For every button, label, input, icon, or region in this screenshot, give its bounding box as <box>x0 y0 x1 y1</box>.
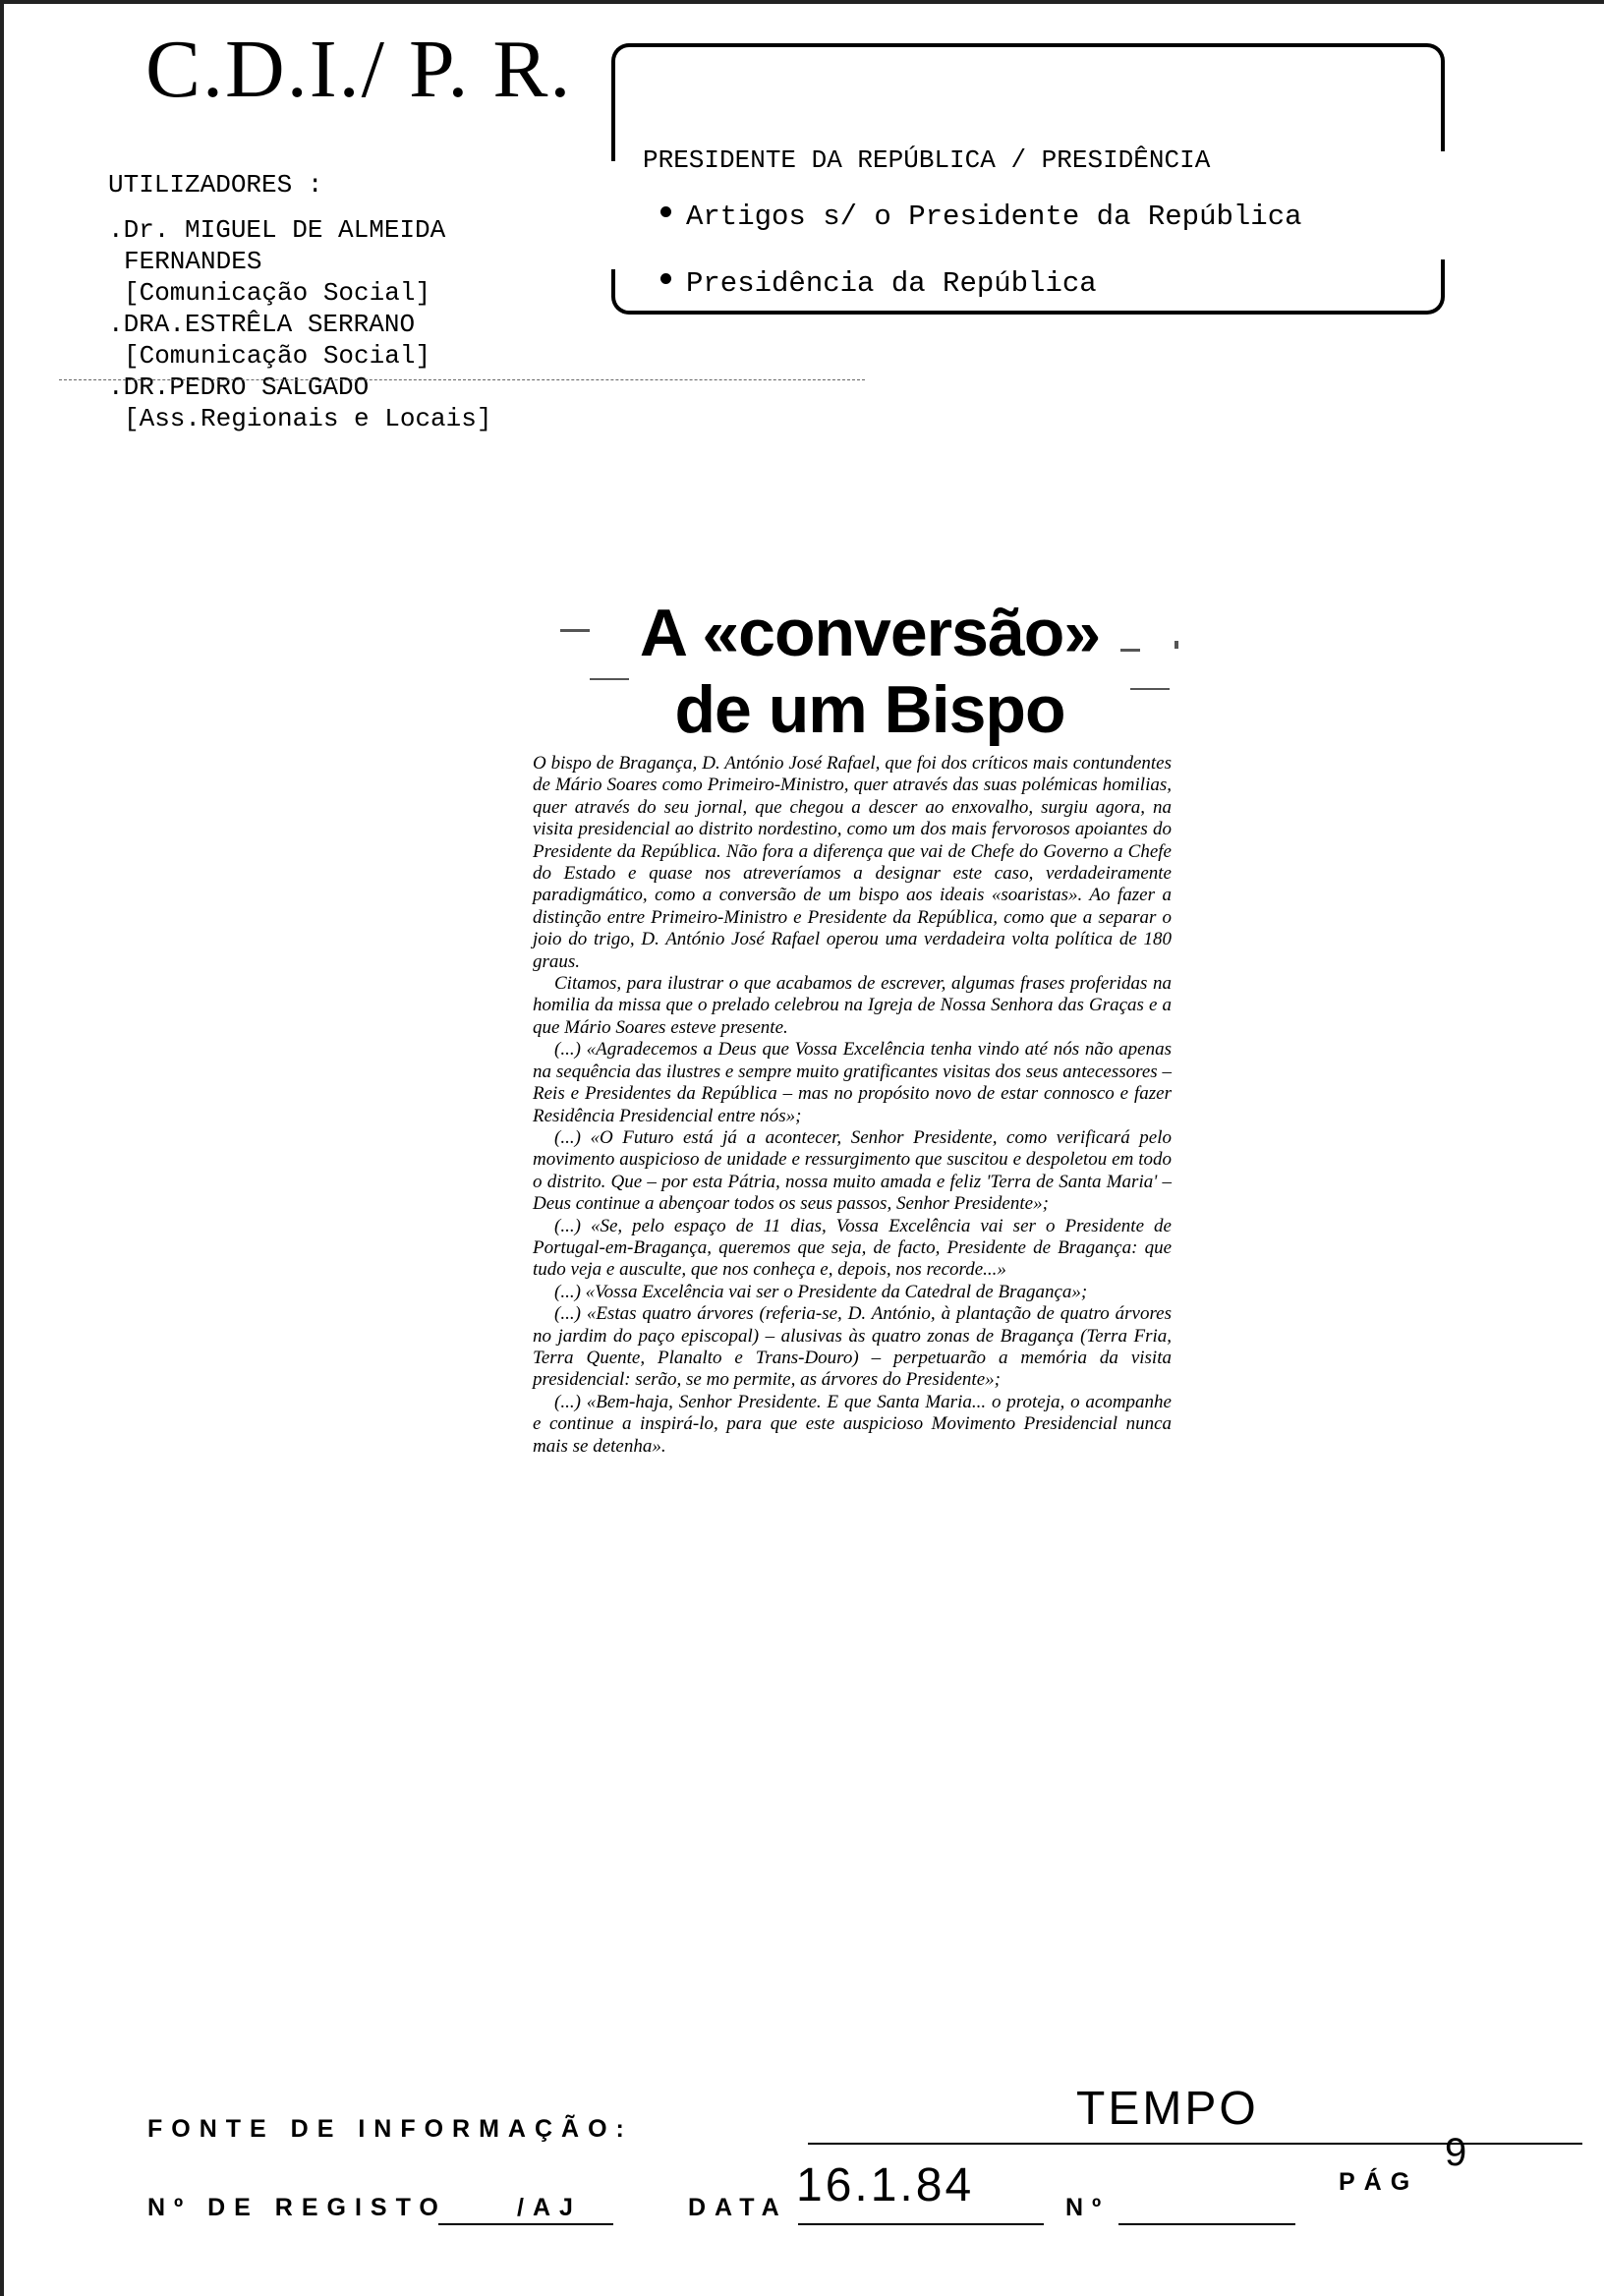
article-paragraph: (...) «Agradecemos a Deus que Vossa Excelência tenha vindo até nós não apenas na sequência das ilustres e sempre muito gratificantes visitas dos seus antecessores – Reis e Presidentes da República – mas no propósito novo de estar connosco e fazer Residência Presidencial entre nós»; <box>533 1039 1172 1126</box>
user-line: .DR.PEDRO SALGADO <box>108 373 370 402</box>
article-paragraph: (...) «Estas quatro árvores (referia-se, D. António, à plantação de quatro árvores no jardim do paço episcopal) – alusivas às quatro zonas de Bragança (Terra Fria, Terra Quente, Planalto e Trans-Douro) – perpetuarão a memória da visita presidencial: serão, se mo permite, as árvores do Presidente»; <box>533 1303 1172 1391</box>
register-label: Nº DE REGISTO <box>147 2194 447 2221</box>
bullet-icon <box>660 273 671 284</box>
date-underline <box>798 2223 1044 2225</box>
article-paragraph: Citamos, para ilustrar o que acabamos de escrever, algumas frases proferidas na homilia da missa que o prelado celebrou na Igreja de Nossa Senhora das Graças e a que Mário Soares esteve presente. <box>533 973 1172 1038</box>
divider-line <box>59 379 865 380</box>
article-paragraph: (...) «Bem-haja, Senhor Presidente. E que Santa Maria... o proteja, o acompanhe e continue a inspirá-lo, para que este auspicioso Movimento Presidencial nunca mais se detenha». <box>533 1391 1172 1457</box>
register-underline <box>438 2223 613 2225</box>
user-line: .Dr. MIGUEL DE ALMEIDA <box>108 215 446 245</box>
users-heading: UTILIZADORES : <box>108 170 323 200</box>
organization-title: C.D.I./ P. R. <box>145 24 573 115</box>
date-value: 16.1.84 <box>796 2159 975 2211</box>
article-body <box>533 753 1172 1458</box>
date-label: DATA <box>688 2194 788 2221</box>
article-headline <box>550 595 1189 748</box>
page-value: 9 <box>1445 2131 1470 2174</box>
topic-title: PRESIDENTE DA REPÚBLICA / PRESIDÊNCIA <box>643 145 1211 175</box>
page-top-border <box>0 0 1604 4</box>
article-paragraph: (...) «Vossa Excelência vai ser o Presidente da Catedral de Bragança»; <box>554 1281 1088 1302</box>
user-line: FERNANDES <box>124 247 262 276</box>
article-paragraph: O bispo de Bragança, D. António José Rafael, que foi dos críticos mais contundentes de Mário Soares como Primeiro-Ministro, quer através das suas polémicas homilias, quer através do seu jornal, que chegou a descer ao enxovalho, surgiu agora, na visita presidencial ao distrito nordestino, como um dos mais fervorosos apoiantes do Presidente da República. Não fora a diferença que vai de Chefe do Governo a Chefe do Estado e quase nos atreveríamos a designar este caso, verdadeiramente paradigmático, como a conversão de um bispo aos ideais «soaristas». Ao fazer a distinção entre Primeiro-Ministro e Presidente da República, como que a separar o joio do trigo, D. António José Rafael operou uma verdadeira volta política de 180 graus. <box>533 753 1172 972</box>
user-line: [Ass.Regionais e Locais] <box>124 404 492 433</box>
number-underline <box>1118 2223 1295 2225</box>
user-line: [Comunicação Social] <box>124 278 431 308</box>
topic-item: Presidência da República <box>686 267 1097 300</box>
register-suffix: /AJ <box>517 2194 582 2221</box>
source-value: TEMPO <box>1076 2083 1259 2135</box>
headline-line: A «conversão» <box>639 596 1101 670</box>
user-line: [Comunicação Social] <box>124 341 431 371</box>
headline-line: de um Bispo <box>674 672 1065 747</box>
bullet-icon <box>660 206 671 217</box>
page-left-border <box>0 0 4 2296</box>
article-paragraph: (...) «O Futuro está já a acontecer, Senhor Presidente, como verificará pelo movimento auspicioso de unidade e ressurgimento que suscitou e despoletou em todo o distrito. Que – por esta Pátria, nossa muito amada e feliz 'Terra de Santa Maria' – Deus continue a abençoar todos os seus passos, Senhor Presidente»; <box>533 1126 1172 1215</box>
page-label: PÁG <box>1339 2168 1419 2196</box>
number-label: Nº <box>1065 2194 1111 2221</box>
article-paragraph: (...) «Se, pelo espaço de 11 dias, Vossa Excelência vai ser o Presidente de Portugal-em-Bragança, queremos que seja, de facto, Presidente de Bragança: que tudo veja e ausculte, que nos conheça e, depois, nos recorde...» <box>533 1215 1172 1281</box>
user-line: .DRA.ESTRÊLA SERRANO <box>108 310 416 339</box>
source-label: FONTE DE INFORMAÇÃO: <box>147 2115 633 2143</box>
users-block <box>108 169 491 434</box>
topic-item: Artigos s/ o Presidente da República <box>686 201 1302 233</box>
